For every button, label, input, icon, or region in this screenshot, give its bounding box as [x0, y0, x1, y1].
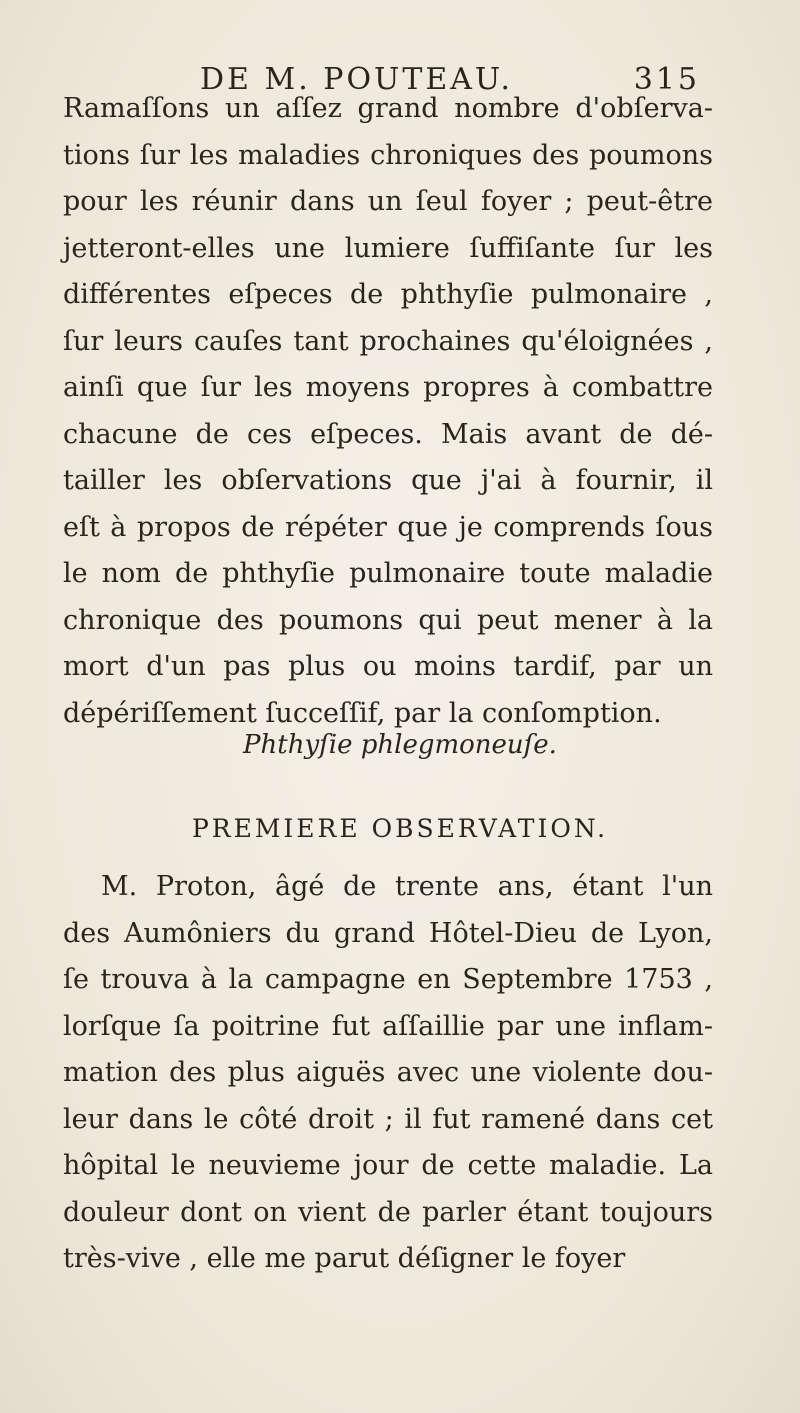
text-line: des Aumôniers du grand Hôtel-Dieu de Lyon, — [63, 917, 713, 949]
text-line: ſe trouva à la campagne en Septembre 1753 , — [63, 964, 713, 995]
text-line: ainſi que ſur les moyens propres à combattre — [63, 372, 713, 403]
text-line: mation des plus aiguës avec une violente dou- — [63, 1057, 713, 1088]
text-line: très-vive , elle me parut déſigner le foyer — [63, 1243, 626, 1274]
text-line: leur dans le côté droit ; il fut ramené dans cet — [63, 1103, 713, 1135]
subheading: Phthyſie phlegmoneuſe. — [243, 730, 557, 760]
text-line: douleur dont on vient de parler étant toujours — [63, 1196, 713, 1228]
text-line: M. Proton, âgé de trente ans, étant l'un — [101, 871, 713, 902]
text-line: eſt à propos de répéter que je comprends ſous — [63, 511, 713, 543]
text-line: différentes eſpeces de phthyſie pulmonaire , — [63, 279, 713, 310]
text-line: tailler les obſervations que j'ai à fournir, il — [63, 465, 713, 496]
text-line: lorſque ſa poitrine fut aſſaillie par une inflam- — [63, 1010, 713, 1042]
page-number: 315 — [633, 62, 700, 97]
text-line: mort d'un pas plus ou moins tardif, par un — [63, 651, 713, 682]
text-line: le nom de phthyſie pulmonaire toute maladie — [63, 558, 713, 589]
text-line: chronique des poumons qui peut mener à la — [63, 604, 713, 636]
section-title: PREMIERE OBSERVATION. — [191, 814, 609, 843]
text-line: chacune de ces eſpeces. Mais avant de dé- — [63, 418, 713, 450]
paragraph-2 — [63, 864, 713, 1283]
text-line: hôpital le neuvieme jour de cette maladie. La — [63, 1150, 713, 1181]
running-head-title: DE M. POUTEAU. — [200, 62, 513, 97]
text-line: jetteront-elles une lumiere ſuffiſante ſur les — [63, 232, 713, 264]
text-line: Ramaſſons un aſſez grand nombre d'obſerva- — [63, 93, 713, 124]
text-line: dépériſſement ſucceſſif, par la conſomption. — [63, 697, 662, 729]
text-line: tions ſur les maladies chroniques des poumons — [63, 139, 713, 171]
text-line: ſur leurs cauſes tant prochaines qu'éloignées , — [63, 325, 713, 357]
text-line: pour les réunir dans un ſeul foyer ; peut-être — [63, 186, 713, 217]
paragraph-1 — [63, 86, 713, 737]
